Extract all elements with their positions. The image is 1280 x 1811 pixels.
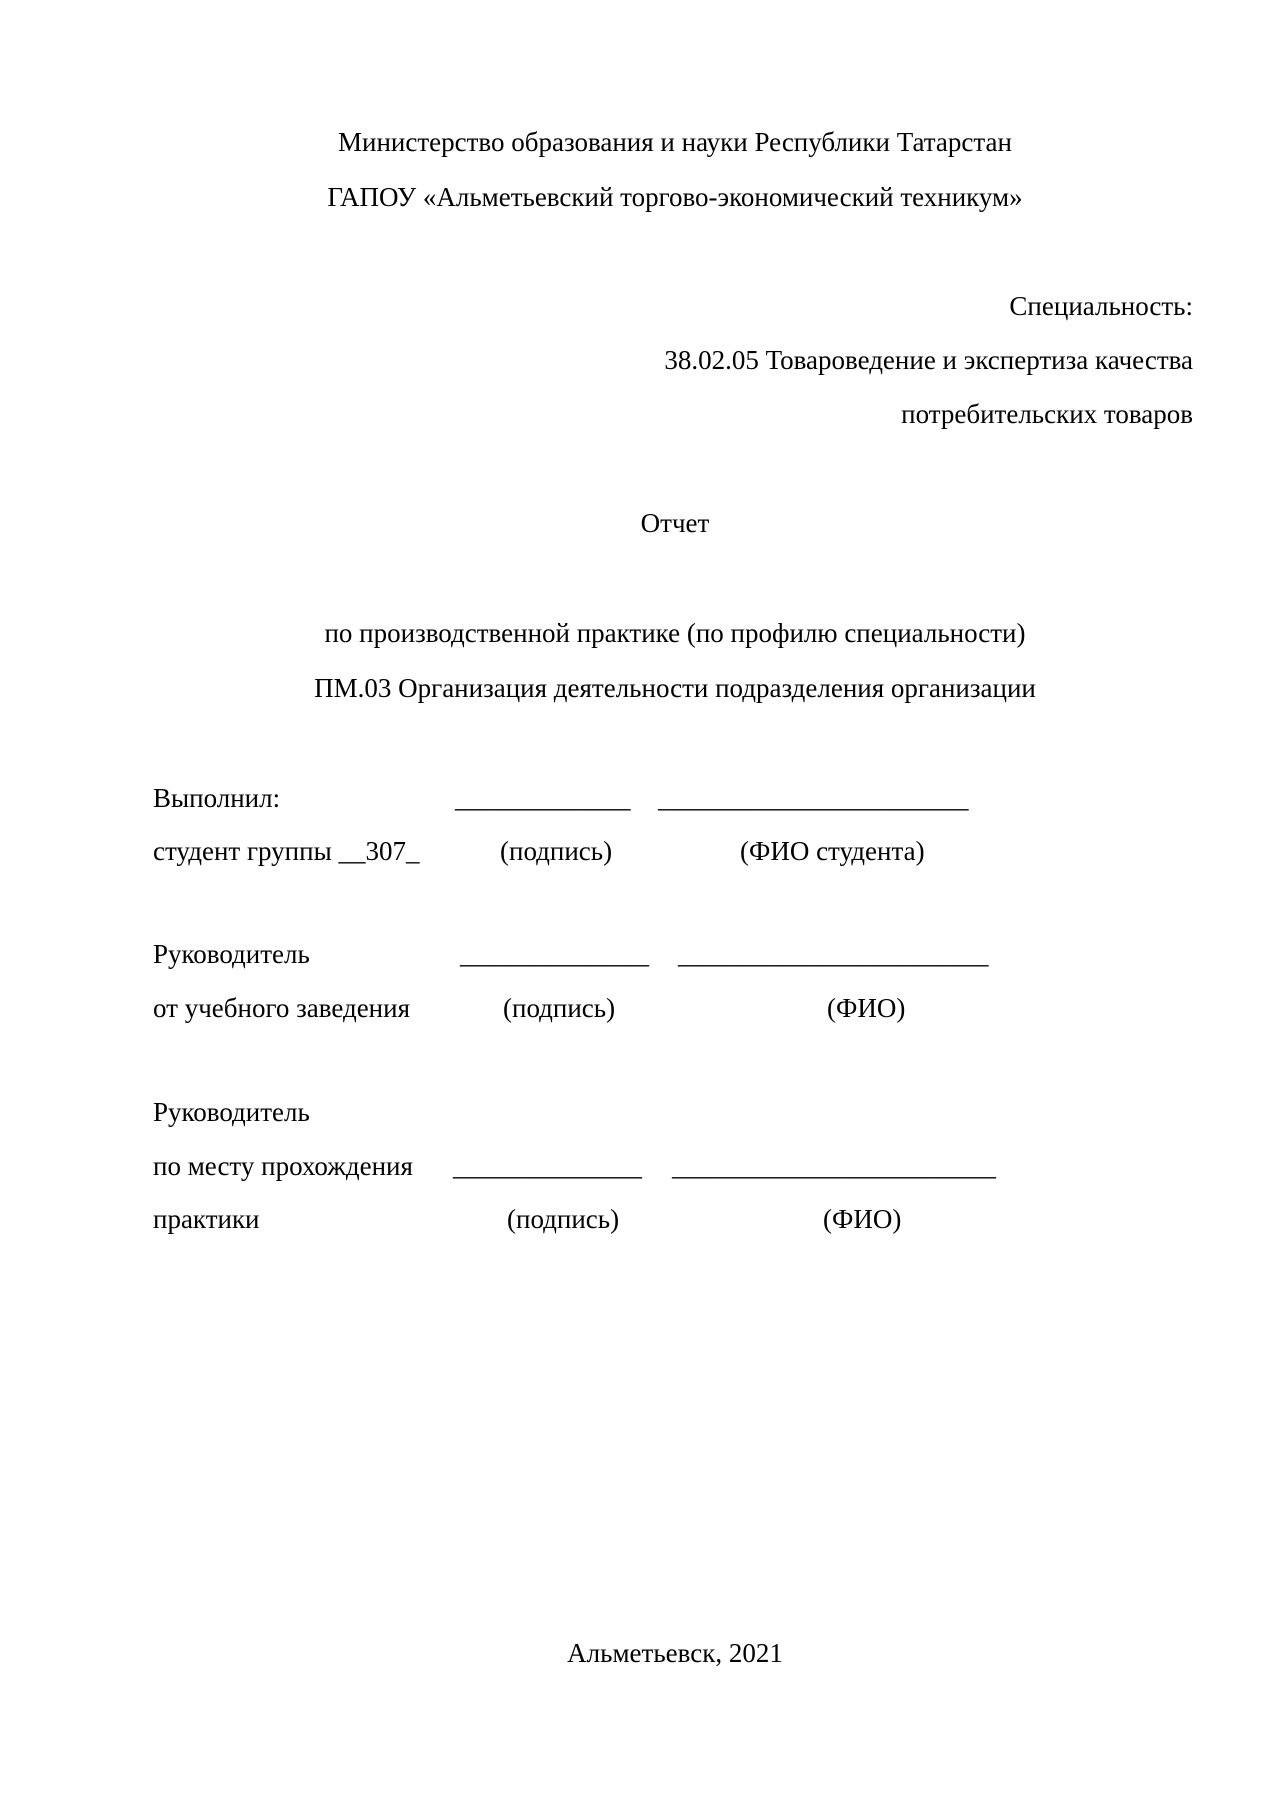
- site-supervisor-name-caption: (ФИО): [823, 1204, 902, 1234]
- student-name-line: _______________________: [658, 783, 969, 813]
- site-supervisor-signature-caption: (подпись): [507, 1204, 620, 1234]
- school-supervisor-name-line: _______________________: [678, 939, 989, 969]
- specialty-label: Специальность:: [1009, 291, 1193, 321]
- school-supervisor-label: Руководитель: [153, 939, 310, 969]
- institution-title: ГАПОУ «Альметьевский торгово-экономический техникум»: [327, 182, 1023, 212]
- report-subtitle-1: по производственной практике (по профилю специальности): [324, 618, 1026, 648]
- site-supervisor-label-2: по месту прохождения: [153, 1151, 413, 1181]
- student-name-caption: (ФИО студента): [740, 836, 925, 866]
- specialty-line-1: 38.02.05 Товароведение и экспертиза качества: [664, 345, 1193, 375]
- site-supervisor-signature-line: ______________: [453, 1151, 642, 1181]
- student-group-label: студент группы __307_: [153, 836, 420, 866]
- school-supervisor-name-caption: (ФИО): [827, 993, 906, 1023]
- school-supervisor-signature-line: ______________: [460, 939, 649, 969]
- student-label: Выполнил:: [153, 783, 281, 813]
- school-supervisor-label-2: от учебного заведения: [153, 993, 411, 1023]
- ministry-title: Министерство образования и науки Республики Татарстан: [338, 127, 1012, 157]
- site-supervisor-name-line: ________________________: [672, 1151, 996, 1181]
- report-title: Отчет: [640, 508, 710, 538]
- student-signature-caption: (подпись): [500, 836, 613, 866]
- site-supervisor-label: Руководитель: [153, 1097, 310, 1127]
- site-supervisor-label-3: практики: [153, 1204, 260, 1234]
- school-supervisor-signature-caption: (подпись): [503, 993, 616, 1023]
- student-signature-line: _____________: [455, 783, 631, 813]
- report-subtitle-2: ПМ.03 Организация деятельности подразделения организации: [314, 673, 1036, 703]
- specialty-line-2: потребительских товаров: [901, 399, 1193, 429]
- city-year: Альметьевск, 2021: [567, 1638, 783, 1668]
